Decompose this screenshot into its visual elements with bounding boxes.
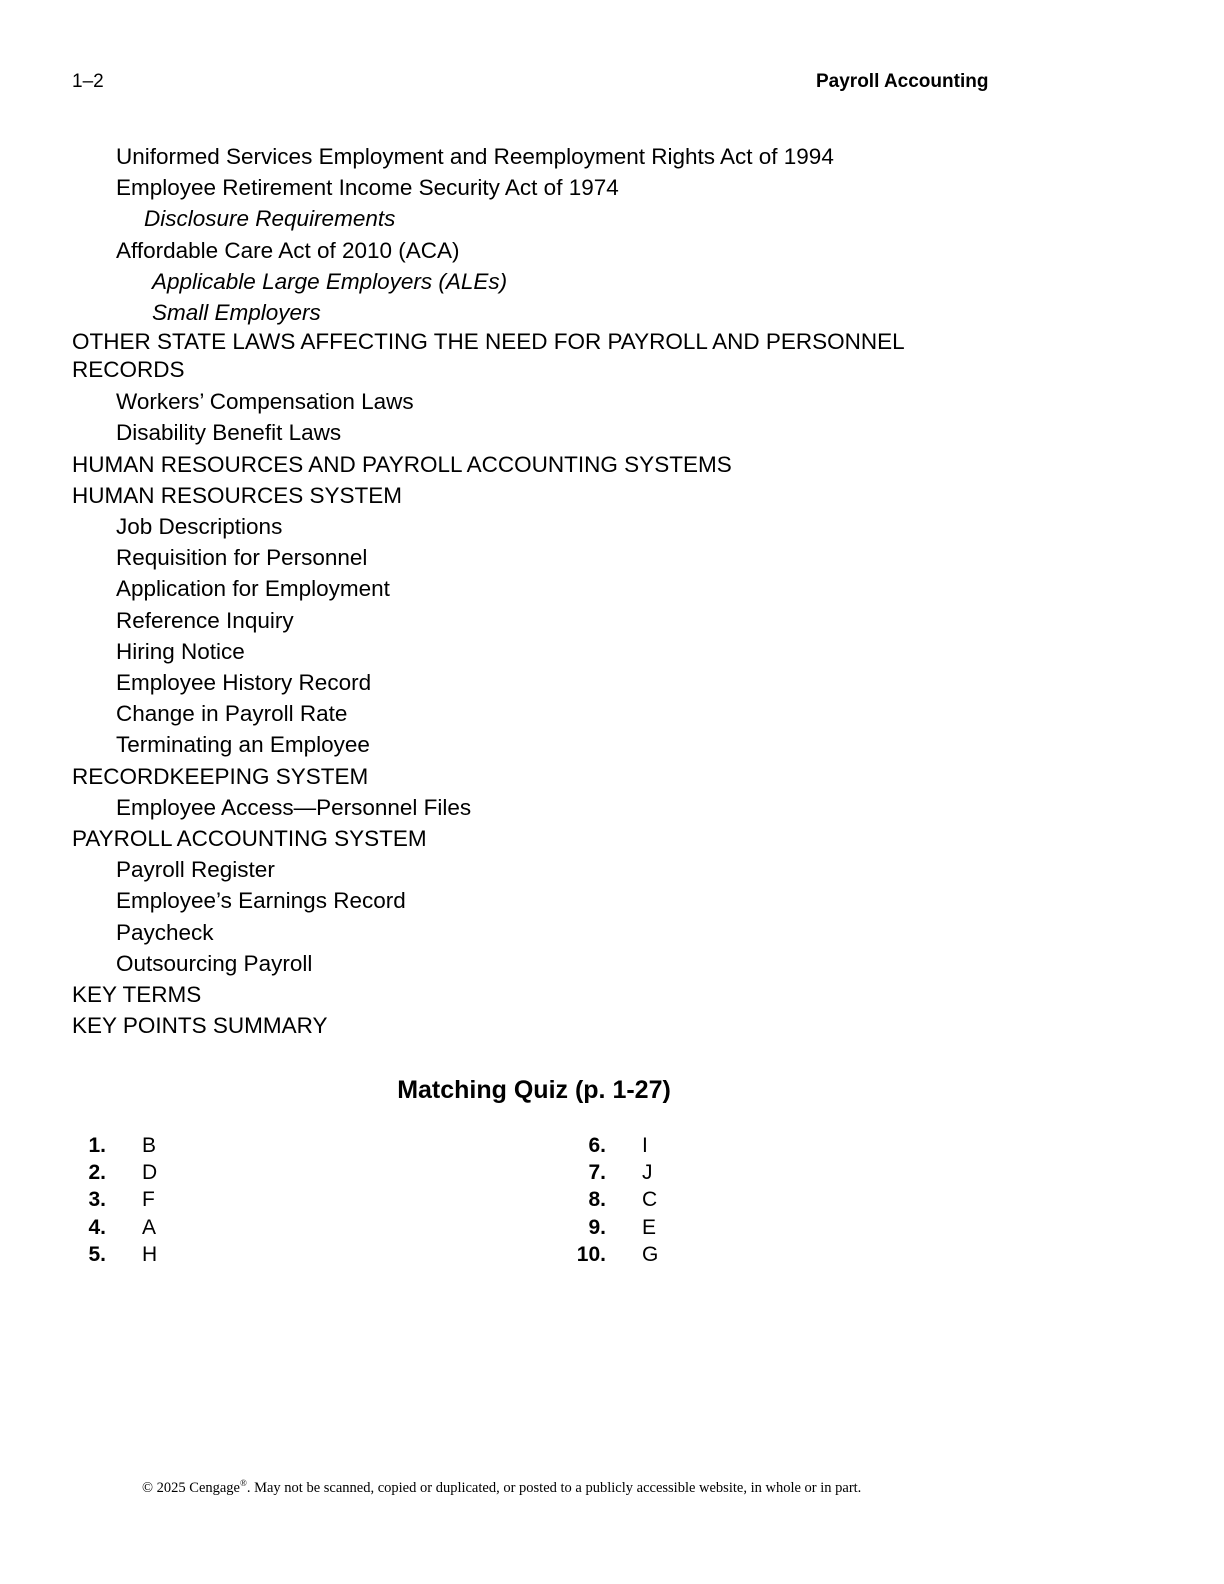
outline-heading: KEY POINTS SUMMARY	[72, 1013, 328, 1039]
outline-item: Affordable Care Act of 2010 (ACA)	[116, 237, 460, 263]
quiz-row	[560, 1214, 658, 1241]
quiz-row	[60, 1132, 157, 1159]
outline-item: Requisition for Personnel	[116, 545, 368, 571]
quiz-answer: B	[142, 1134, 157, 1157]
quiz-row	[60, 1214, 157, 1241]
outline-item: Uniformed Services Employment and Reemployment Rights Act of 1994	[116, 144, 834, 169]
chapter-outline	[72, 141, 1032, 1041]
outline-item: Disability Benefit Laws	[116, 420, 342, 446]
outline-heading: KEY TERMS	[72, 982, 202, 1008]
quiz-row	[60, 1159, 157, 1186]
quiz-row	[560, 1159, 658, 1186]
quiz-answer: J	[642, 1161, 653, 1185]
quiz-answer: E	[642, 1215, 657, 1239]
copyright-notice	[142, 1478, 861, 1497]
outline-item: Employee’s Earnings Record	[116, 888, 406, 914]
quiz-answer: F	[142, 1188, 155, 1212]
outline-item: Disclosure Requirements	[144, 206, 396, 232]
quiz-answer: A	[142, 1215, 157, 1239]
outline-item: Hiring Notice	[116, 638, 245, 664]
quiz-number: 9.	[588, 1215, 606, 1239]
outline-item: Job Descriptions	[116, 514, 283, 540]
quiz-answer: D	[142, 1161, 158, 1185]
outline-item: Employee Retirement Income Security Act of 1974	[116, 175, 619, 201]
quiz-answer: H	[142, 1242, 158, 1266]
quiz-answer: C	[642, 1188, 658, 1212]
quiz-number: 4.	[88, 1215, 106, 1239]
quiz-number: 7.	[588, 1161, 606, 1185]
quiz-row	[560, 1186, 658, 1213]
outline-item: Terminating an Employee	[116, 732, 370, 758]
outline-heading: HUMAN RESOURCES SYSTEM	[72, 482, 403, 508]
outline-heading: RECORDKEEPING SYSTEM	[72, 763, 369, 789]
outline-heading: HUMAN RESOURCES AND PAYROLL ACCOUNTING SYSTEMS	[72, 451, 732, 477]
outline-item: Applicable Large Employers (ALEs)	[152, 268, 508, 294]
outline-item: Employee Access—Personnel Files	[116, 794, 472, 820]
copyright-suffix: . May not be scanned, copied or duplicated, or posted to a publicly accessible website, in whole or in part.	[246, 1479, 862, 1496]
quiz-answer: G	[642, 1242, 659, 1266]
outline-item: Reference Inquiry	[116, 607, 294, 633]
page-number: 1–2	[72, 71, 104, 92]
quiz-number: 6.	[588, 1134, 606, 1157]
quiz-row	[60, 1241, 157, 1268]
outline-item: Small Employers	[152, 300, 321, 326]
quiz-number: 8.	[588, 1188, 606, 1212]
quiz-number: 10.	[576, 1242, 606, 1266]
quiz-number: 1.	[88, 1134, 106, 1157]
quiz-answers-right	[560, 1132, 658, 1268]
outline-heading: OTHER STATE LAWS AFFECTING THE NEED FOR PAYROLL AND PERSONNEL RECORDS	[72, 329, 904, 383]
quiz-row	[60, 1186, 157, 1213]
outline-item: Change in Payroll Rate	[116, 701, 348, 727]
quiz-answers-left	[60, 1132, 157, 1268]
outline-item: Payroll Register	[116, 857, 275, 883]
copyright-prefix: © 2025 Cengage	[142, 1479, 240, 1496]
outline-item: Paycheck	[116, 919, 214, 945]
quiz-number: 3.	[88, 1188, 106, 1212]
outline-item: Application for Employment	[116, 576, 390, 602]
running-head: Payroll Accounting	[816, 71, 989, 92]
quiz-number: 5.	[88, 1242, 106, 1266]
quiz-number: 2.	[88, 1161, 106, 1185]
registered-mark: ®	[240, 1478, 247, 1488]
outline-item: Employee History Record	[116, 670, 372, 696]
quiz-row	[560, 1241, 658, 1268]
outline-heading: PAYROLL ACCOUNTING SYSTEM	[72, 826, 427, 852]
quiz-row	[560, 1132, 658, 1159]
quiz-title: Matching Quiz (p. 1-27)	[397, 1076, 671, 1104]
quiz-answer: I	[642, 1134, 648, 1157]
outline-item: Outsourcing Payroll	[116, 950, 313, 976]
outline-item: Workers’ Compensation Laws	[116, 389, 414, 415]
